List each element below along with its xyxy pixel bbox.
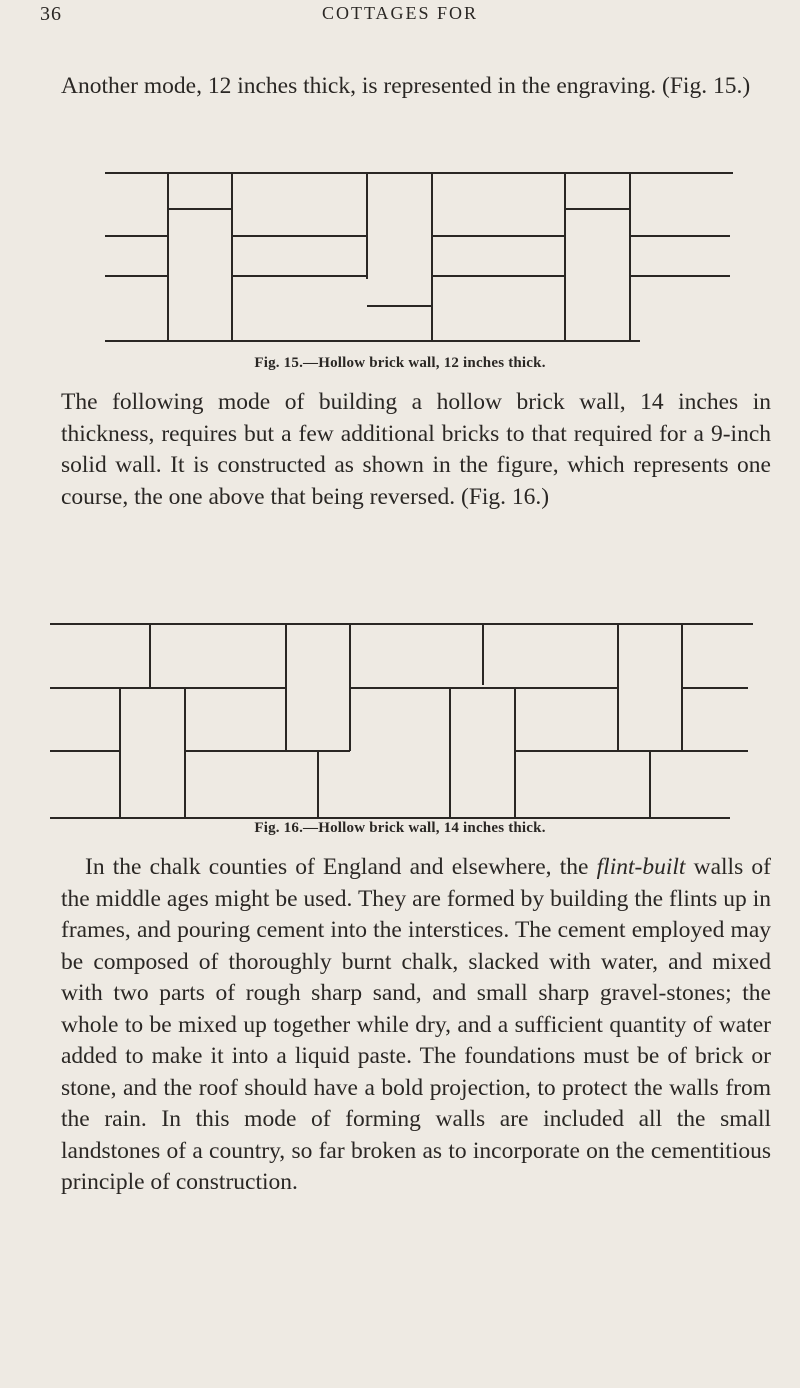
paragraph-3-italic: flint-built (596, 854, 686, 880)
paragraph-2-text: The following mode of building a hollow brick wall, 14 inches in thickness, requires but a few additional bricks to that required for a 9-inch solid wall. It is constructed as shown in the figure, which represents one course, the one above that being reversed. (Fig. 16.) (61, 389, 771, 510)
paragraph-1-text: Another mode, 12 inches thick, is represented in the engraving. (Fig. 15.) (61, 73, 751, 99)
paragraph-2 (61, 387, 771, 513)
page-number: 36 (40, 3, 62, 25)
page-header (40, 3, 760, 37)
figure-16-caption: Fig. 16.—Hollow brick wall, 14 inches thick. (254, 820, 546, 836)
paragraph-3-text-b: walls of the middle ages might be used. They are formed by building the flints up in frames, and pouring cement into the interstices. The cement employed may be composed of thoroughly burnt chalk, slacked with water, and mixed with two parts of rough sharp sand, and small sharp gravel-stones; the whole to be mixed up together while dry, and a sufficient quantity of water added to make it into a liquid paste. The foundations must be of brick or stone, and the roof should have a bold projection, to protect the walls from the rain. In this mode of forming walls are included all the small landstones of a country, so far broken as to incorporate on the cementitious principle of construction. (61, 854, 772, 1195)
running-head: COTTAGES FOR (321, 3, 479, 23)
figure-16 (40, 615, 760, 840)
figure-15 (40, 166, 760, 376)
paragraph-3-text-a: In the chalk counties of England and elsewhere, the (85, 854, 597, 880)
figure-15-drawing (40, 166, 760, 346)
paragraph-1 (61, 71, 771, 103)
figure-16-drawing (40, 615, 760, 825)
paragraph-3 (61, 852, 771, 1199)
figure-15-caption: Fig. 15.—Hollow brick wall, 12 inches thick. (254, 355, 546, 371)
